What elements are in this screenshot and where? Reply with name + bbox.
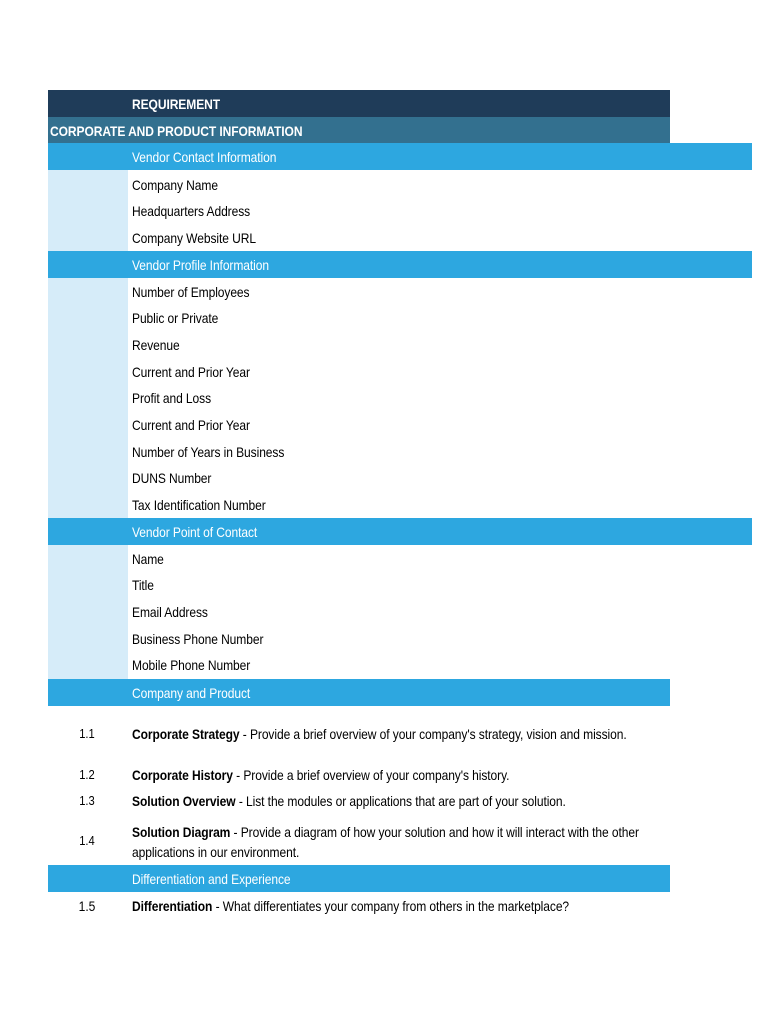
list-item: Name — [132, 551, 164, 567]
requirement-desc: - Provide a brief overview of your company's strategy, vision and mission. — [239, 726, 627, 742]
header-requirement-label: REQUIREMENT — [132, 96, 221, 112]
list-item: Number of Employees — [132, 284, 250, 300]
list-item: Company Name — [132, 177, 218, 193]
list-item: Revenue — [132, 337, 180, 353]
requirement-row — [132, 793, 566, 809]
list-item: Public or Private — [132, 310, 219, 326]
differentiation-title: Differentiation and Experience — [132, 871, 291, 887]
requirement-row — [132, 822, 665, 862]
list-item: Tax Identification Number — [132, 497, 266, 513]
vendor-poc-left-cell — [48, 545, 128, 679]
vendor-profile-title: Vendor Profile Information — [132, 257, 269, 273]
requirement-desc: - What differentiates your company from others in the marketplace? — [212, 898, 570, 914]
list-item: Headquarters Address — [132, 203, 251, 219]
vendor-contact-left-cell — [48, 170, 128, 251]
vendor-poc-title: Vendor Point of Contact — [132, 524, 258, 540]
list-item: Number of Years in Business — [132, 444, 285, 460]
requirement-desc: - Provide a diagram of how your solution and how it will interact with the other applications in our environment. — [132, 824, 639, 860]
requirement-number: 1.3 — [79, 793, 95, 808]
requirement-row — [132, 898, 569, 914]
requirement-row — [132, 767, 509, 783]
list-item: Profit and Loss — [132, 390, 212, 406]
requirement-row — [132, 726, 627, 742]
requirement-label: Solution Overview — [132, 793, 236, 809]
requirement-label: Differentiation — [132, 898, 213, 914]
section-title: CORPORATE AND PRODUCT INFORMATION — [50, 123, 303, 139]
list-item: Email Address — [132, 604, 208, 620]
company-product-title: Company and Product — [132, 685, 251, 701]
requirement-number: 1.4 — [79, 833, 95, 848]
requirement-label: Solution Diagram — [132, 824, 231, 840]
list-item: Title — [132, 577, 154, 593]
list-item: Mobile Phone Number — [132, 657, 251, 673]
list-item: Current and Prior Year — [132, 364, 250, 380]
requirement-number: 1.1 — [79, 726, 95, 741]
vendor-contact-title: Vendor Contact Information — [132, 149, 277, 165]
list-item: Business Phone Number — [132, 631, 264, 647]
requirement-number: 1.5 — [78, 898, 96, 914]
requirement-label: Corporate History — [132, 767, 233, 783]
requirement-desc: - List the modules or applications that are part of your solution. — [235, 793, 566, 809]
list-item: Company Website URL — [132, 230, 256, 246]
list-item: DUNS Number — [132, 470, 212, 486]
requirement-desc: - Provide a brief overview of your company's history. — [232, 767, 510, 783]
requirement-label: Corporate Strategy — [132, 726, 240, 742]
list-item: Current and Prior Year — [132, 417, 250, 433]
requirement-number: 1.2 — [79, 767, 95, 782]
vendor-profile-left-cell — [48, 278, 128, 518]
